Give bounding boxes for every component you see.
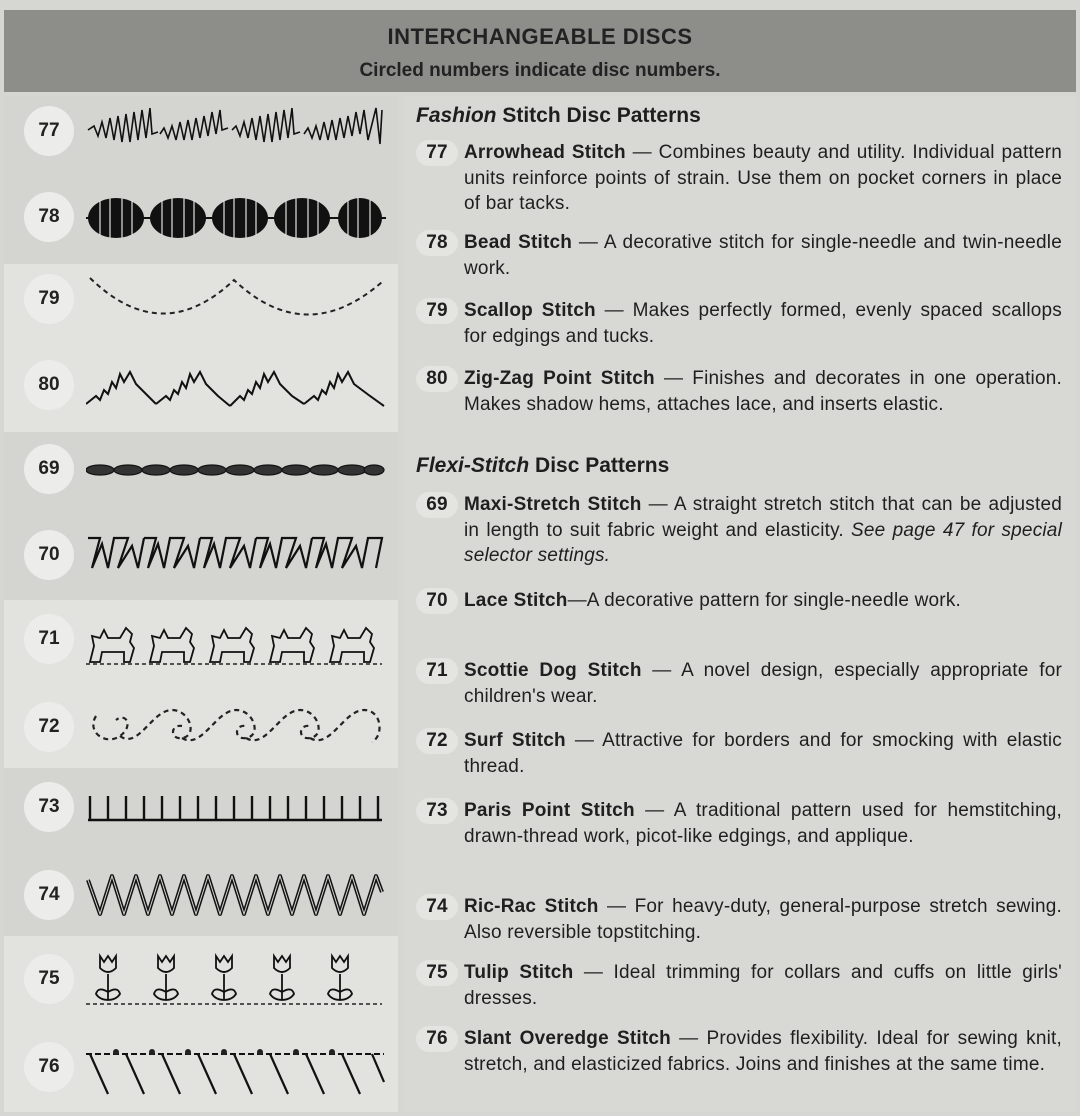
selector-settings-note: See page 47 for special selector settings. [464, 519, 1062, 566]
maxi-stretch-stitch-sample [86, 440, 386, 500]
lace-stitch-sample [86, 524, 386, 584]
entry-number: 79 [416, 298, 458, 324]
stitch-description: — A decorative stitch for single-needle and twin-needle work. [464, 232, 1062, 279]
entry-number: 72 [416, 728, 458, 754]
paris-point-stitch-sample [86, 776, 386, 836]
entry-number: 69 [416, 492, 458, 518]
entry-number: 71 [416, 658, 458, 684]
stitch-entry [416, 140, 1062, 217]
disc-number-badge: 69 [24, 444, 74, 494]
entry-number: 74 [416, 894, 458, 920]
disc-number-badge: 70 [24, 530, 74, 580]
tulip-stitch-sample [86, 948, 386, 1008]
stitch-description: — Attractive for borders and for smocking with elastic thread. [464, 730, 1063, 777]
stitch-name: Tulip Stitch [464, 962, 574, 983]
entry-number: 80 [416, 366, 458, 392]
stitch-entry [416, 798, 1062, 849]
stitch-description: — Ideal trimming for collars and cuffs on little girls' dresses. [464, 962, 1062, 1009]
stitch-name: Maxi-Stretch Stitch [464, 494, 642, 515]
disc-number-badge: 71 [24, 614, 74, 664]
disc-number-badge: 74 [24, 870, 74, 920]
disc-number-badge: 78 [24, 192, 74, 242]
entry-number: 76 [416, 1026, 458, 1052]
disc-number-badge: 80 [24, 360, 74, 410]
stitch-description: — Finishes and decorates in one operation. Makes shadow hems, attaches lace, and inserts elastic. [464, 368, 1062, 415]
entry-number: 78 [416, 230, 458, 256]
slant-overedge-stitch-sample [86, 1038, 386, 1098]
bead-stitch-sample [86, 188, 386, 248]
stitch-name: Scallop Stitch [464, 300, 596, 321]
stitch-entry [416, 366, 1062, 417]
stitch-entry [416, 298, 1062, 349]
ric-rac-stitch-sample [86, 864, 386, 924]
stitch-name: Arrowhead Stitch [464, 142, 626, 163]
page-header [4, 10, 1076, 92]
stitch-description: — A traditional pattern used for hemstitching, drawn-thread work, picot-like edgings, and applique. [464, 800, 1062, 847]
scallop-stitch-sample [86, 268, 386, 328]
stitch-samples-column [4, 96, 398, 1112]
stitch-description: — Combines beauty and utility. Individual pattern units reinforce points of strain. Use them on pocket corners in place of bar tacks. [464, 142, 1063, 214]
flexi-section-title: Flexi-Stitch Disc Patterns [416, 454, 670, 477]
scottie-dog-stitch-sample [86, 608, 386, 668]
stitch-description: — For heavy-duty, general-purpose stretch sewing. Also reversible topstitching. [464, 896, 1063, 943]
stitch-name: Paris Point Stitch [464, 800, 635, 821]
entry-number: 70 [416, 588, 458, 614]
stitch-name: Slant Overedge Stitch [464, 1028, 671, 1049]
stitch-name: Lace Stitch [464, 590, 568, 611]
stitch-entry [416, 1026, 1062, 1077]
surf-stitch-sample [86, 696, 386, 756]
disc-number-badge: 75 [24, 954, 74, 1004]
stitch-description: — A novel design, especially appropriate for children's wear. [464, 660, 1062, 707]
stitch-description: — Provides flexibility. Ideal for sewing knit, stretch, and elasticized fabrics. Joins and finishes at the same time. [464, 1028, 1062, 1075]
entry-number: 73 [416, 798, 458, 824]
arrowhead-stitch-sample [86, 100, 386, 160]
stitch-entry [416, 658, 1062, 709]
disc-number-badge: 72 [24, 702, 74, 752]
stitch-name: Scottie Dog Stitch [464, 660, 642, 681]
disc-number-badge: 76 [24, 1042, 74, 1092]
fashion-section-title: Fashion Stitch Disc Patterns [416, 104, 701, 127]
stitch-entry [416, 492, 1062, 569]
stitch-name: Bead Stitch [464, 232, 573, 253]
disc-number-badge: 79 [24, 274, 74, 324]
page-title: INTERCHANGEABLE DISCS [387, 24, 693, 49]
stitch-name: Ric-Rac Stitch [464, 896, 599, 917]
stitch-description: —A decorative pattern for single-needle work. [567, 590, 962, 611]
stitch-description: — A straight stretch stitch that can be adjusted in length to suit fabric weight and elasticity. [464, 494, 1062, 541]
stitch-entry [416, 588, 1062, 614]
stitch-entry [416, 894, 1062, 945]
entry-number: 77 [416, 140, 458, 166]
page-subtitle: Circled numbers indicate disc numbers. [359, 60, 721, 81]
stitch-name: Surf Stitch [464, 730, 566, 751]
zigzag-point-stitch-sample [86, 354, 386, 414]
entry-number: 75 [416, 960, 458, 986]
stitch-entry [416, 230, 1062, 281]
disc-number-badge: 77 [24, 106, 74, 156]
stitch-entry [416, 960, 1062, 1011]
stitch-description: — Makes perfectly formed, evenly spaced scallops for edgings and tucks. [464, 300, 1063, 347]
stitch-name: Zig-Zag Point Stitch [464, 368, 655, 389]
stitch-entry [416, 728, 1062, 779]
disc-number-badge: 73 [24, 782, 74, 832]
descriptions-column [404, 96, 1076, 1112]
